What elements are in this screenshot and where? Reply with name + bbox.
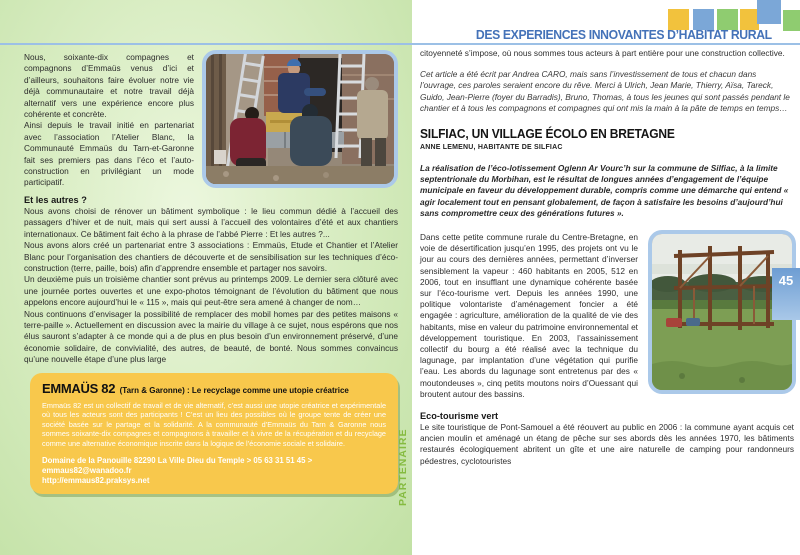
square-blue-2 <box>757 0 781 24</box>
left-paragraph-4: Nous avons alors créé un partenariat entre 3 associations : Emmaüs, Etude et Chantier et l’Atelier Blanc pour l’organisation des chantiers de découverte et de sensibilisation sur les techniques d’éco-construction (terre, paille, bois) afin d’apprendre ensemble et partager nos savoirs. <box>24 240 398 273</box>
left-paragraph-6: Nous continuons d’envisager la possibilité de remplacer des mobil homes par des petites maisons « terre-paille ». Actuellement en discussion avec la mairie du village à ce sujet, nous espérons que nos élus sauront s’adapter à ce monde qui a de plus en plus besoin d’un environnement préservé, d’une économie solidaire, de convivialité, des autres, de beauté, de bonté. Nous sommes convaincus qu’une nouvelle étape d’une plus large <box>24 308 398 365</box>
eco-tourism-subheading: Eco-tourisme vert <box>420 411 499 422</box>
emmaus-info-box <box>30 373 398 494</box>
left-paragraph-1: Nous, soixante-dix compagnes et compagnons d’Emmaüs venus d’ici et d’ailleurs, souhaitons faire évoluer notre vie déjà communautaire et notre travail déjà alternatif vers une expérience encore plus cohérente et concrète. <box>24 52 194 120</box>
emmaus-contact-info <box>42 456 386 486</box>
left-paragraph-2: Ainsi depuis le travail initié en partenariat avec l’association l’Atelier Blanc, la Communauté Emmaüs du Tarn-et-Garonne fait ses premiers pas dans l’éco et l’auto-construction en privilégiant un mode participatif. <box>24 120 194 188</box>
header-divider-line <box>0 43 800 45</box>
section-header: DES EXPERIENCES INNOVANTES D’HABITAT RURAL <box>476 27 772 42</box>
right-article-column <box>420 48 794 467</box>
article-intro: La réalisation de l’éco-lotissement Oglenn Ar Vourc’h sur la commune de Silfiac, à la limite septentrionale du Morbihan, est le résultat de longues années d’engagement de l’équipe municipale en faveur du développement durable, compris comme une démarche qui entend « agir localement tout en pensant globalement, de façon à satisfaire les besoins d’aujourd’hui sans compromettre ceux des générations futures ». <box>420 163 789 218</box>
construction-site-photo <box>202 50 398 188</box>
partenaire-side-label: PARTENAIRE <box>397 428 409 506</box>
article-body-2: Le site touristique de Pont-Samouel a été réouvert au public en 2006 : la commune ayant acquis cet ancien moulin et aménagé un étang de pêche sur ses abords dès les années 1970, les bâtiments restaurés écologiquement abritent un gîte et une aire naturelle de camping pour randonneurs pédestres, cyclotouristes <box>420 422 794 466</box>
article-body-section <box>420 232 794 400</box>
article-title: SILFIAC, UN VILLAGE ÉCOLO EN BRETAGNE <box>420 127 675 142</box>
square-green-2 <box>783 10 800 31</box>
emmaus-box-body: Emmaüs 82 est un collectif de travail et de vie alternatif, c’est aussi une utopie créatrice et expérimentale où tous les acteurs sont des participants ! C’est un lieu des possibles où le groupe tente de créer une société basée sur le partage et la solidarité. A la communauté d’Emmaüs du Tarn & Garonne nous sommes soixante-dix compagnes et compagnons à travailler et à vivre de la récupération et du recyclage comme une alternative économique inscrite dans la logique de l’économie sociale et solidaire. <box>42 400 386 448</box>
emmaus-box-subtitle: (Tarn & Garonne) : Le recyclage comme une utopie créatrice <box>119 385 349 395</box>
emmaus-box-title <box>42 380 386 398</box>
article-byline: ANNE LEMENU, HABITANTE DE SILFIAC <box>420 144 563 152</box>
article-credit-note: Cet article a été écrit par Andrea CARO, mais sans l’investissement de tous et chacun dans l’ouvrage, ces paroles seraient encore du rêve. Merci à Ulrich, Jean Marie, Thierry, Aïsa, Tareck, Guido, Jean-Pierre (foyer du Barradis), Bruno, Thomas, à tous les jeunes qui sont passés pendant le chantier et à tous les compagnons et compagnes qui ont mis la main à la pâte de temps en temps… <box>420 69 790 113</box>
right-continuation-paragraph: citoyenneté s’impose, où nous sommes tous acteurs à part entière pour une construction collective. <box>420 48 785 58</box>
left-paragraph-5: Un deuxième puis un troisième chantier sont prévus au printemps 2009. Le dernier sera clôturé avec une journée portes ouvertes et une expo-photos témoignant de l’évolution du bâtiment que nous appelons encore aujourd’hui le « 115 », mais qui peut-être sera amené à changer de nom… <box>24 274 398 308</box>
emmaus-box-name: EMMAÜS 82 <box>42 380 116 396</box>
page-number-badge: 45 <box>772 268 800 320</box>
left-paragraph-3: Nous avons choisi de rénover un bâtiment symbolique : le lieu commun dédié à l’accueil des passagers d’hiver et de nuit, mais qui sert aussi à l’accueil des volontaires d’été et aux chantiers internationaux. Ce bâtiment fait écho à la phrase de l’abbé Pierre : Et les autres ?... <box>24 205 398 239</box>
emmaus-contact-line2: http://emmaus82.praksys.net <box>42 475 150 485</box>
left-subheading: Et les autres ? <box>24 194 87 205</box>
article-body-1: Dans cette petite commune rurale du Centre-Bretagne, en voie de désertification jusqu’en 1995, des projets ont vu le jour au cours des dernières années, permettant d’inverser sensiblement la vapeur : 460 habitants en 2005, 512 en 2006, tout en insufflant une dynamique cohérente basée sur l’éco-tourisme vert. Depuis les années 1990, une politique volontariste d’aménagement foncier a été engagée : agriculture, amélioration de la qualité de vie des habitants, mise en valeur du patrimoine environnemental et développement touristique. En 2003, l’assainissement collectif du bourg a été réalisé avec la technique du lagunage, par implantation d’une végétation qui purifie l’eau. Les abords du lagunage sont entretenus par des « moutondeuses », cinq petits moutons noirs d’Ouessant qui broutent autour des bassins. <box>420 232 638 399</box>
emmaus-contact-line1: Domaine de la Panouille 82290 La Ville Dieu du Temple > 05 63 31 51 45 > emmaus82@wanadoo.fr <box>42 455 313 475</box>
left-article-column <box>0 46 412 555</box>
